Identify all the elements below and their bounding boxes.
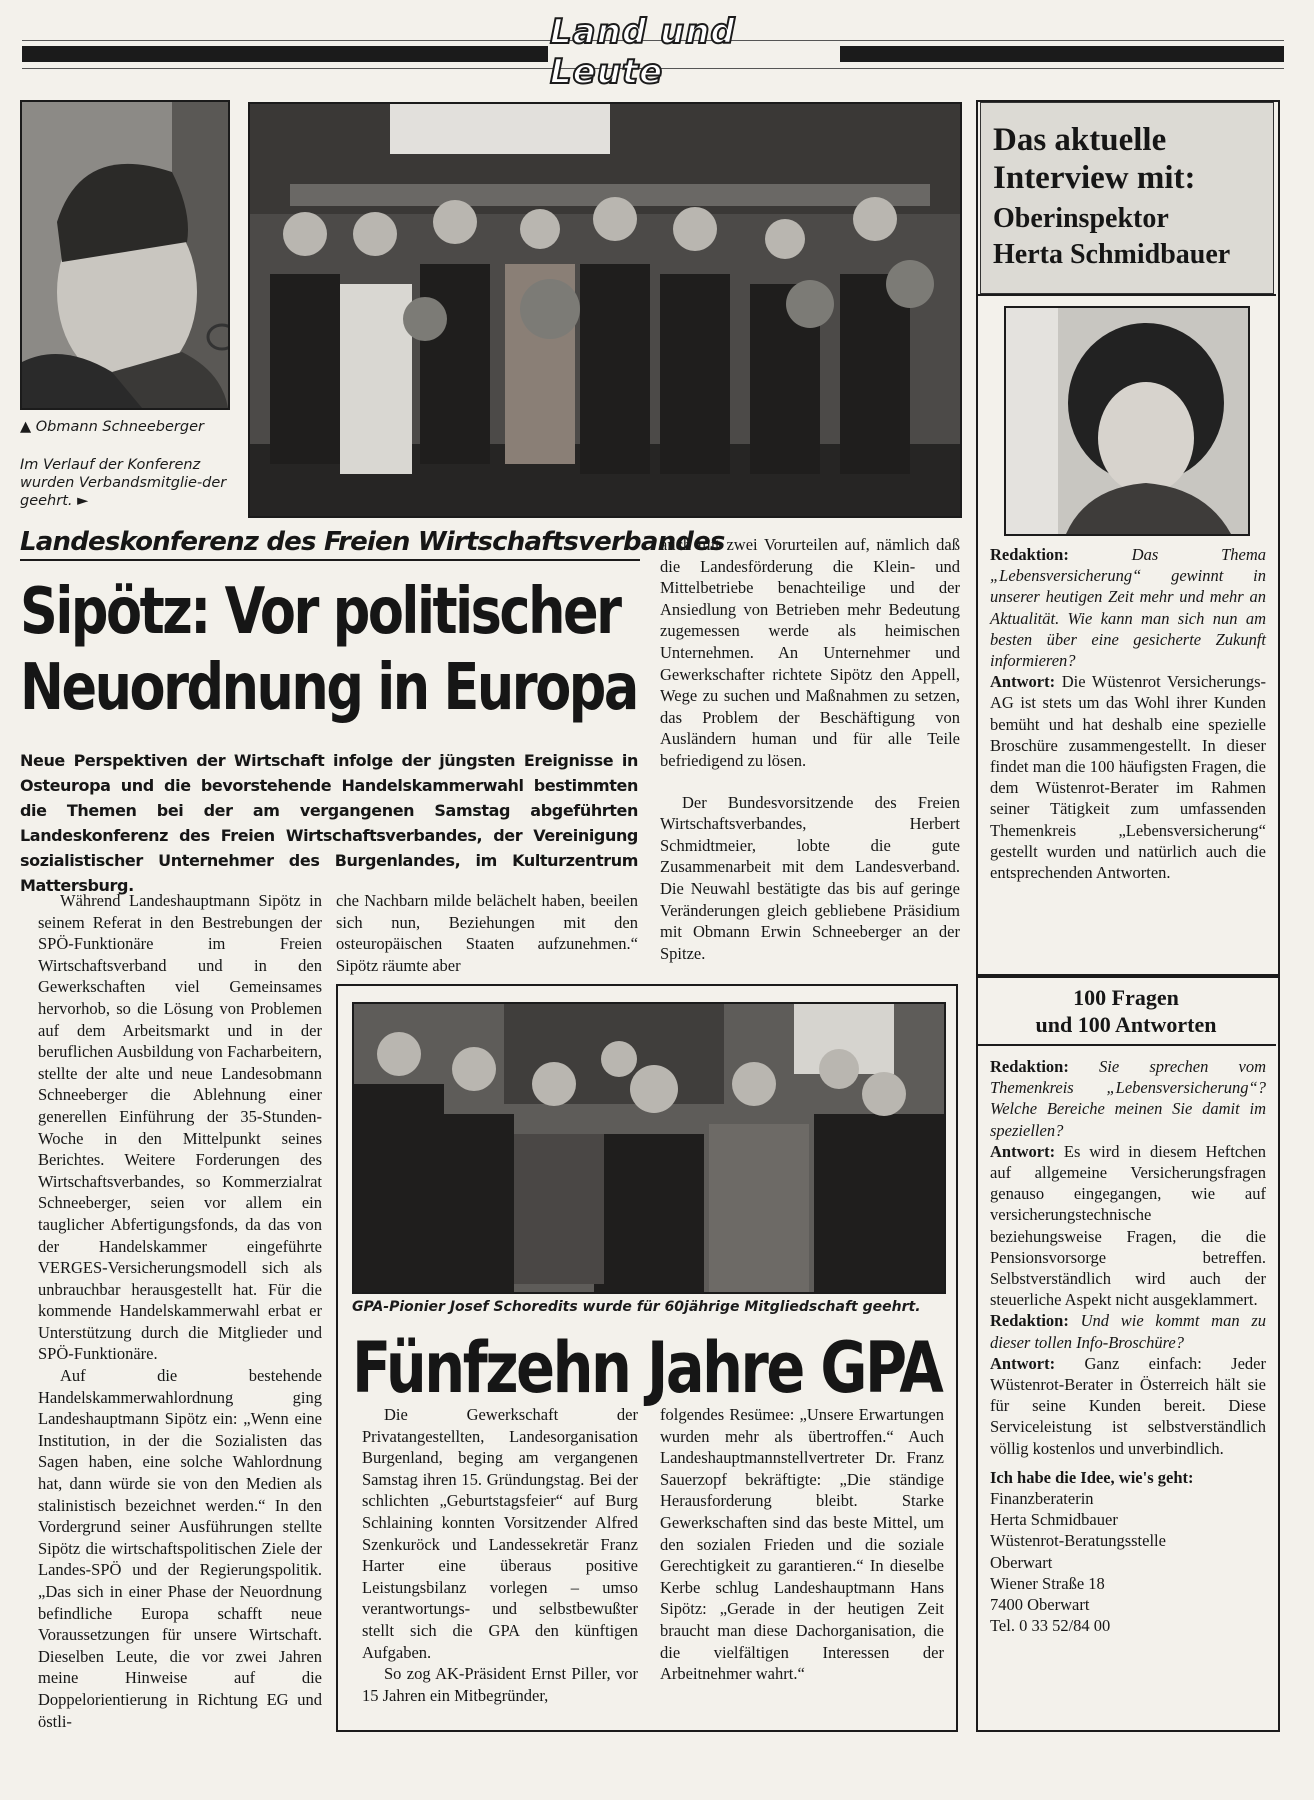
faq-title-line2: und 100 Antworten <box>1035 1012 1217 1037</box>
contact-line: Oberwart <box>990 1552 1053 1572</box>
article2-column-2 <box>660 1404 944 1685</box>
header-bar-right <box>840 46 1284 62</box>
contact-line: Tel. 0 33 52/84 00 <box>990 1616 1111 1636</box>
interview-a2: Es wird in diesem Heftchen auf allgemeine Versicherungsfragen genauso eingegangen, wie auf versicherungstechnische beziehungsweise Fragen, die die Pensionsvorsorge betreffen. Selbstverständlich wird auch der steuerliche Aspekt nicht ausgeklammert. <box>990 1141 1266 1310</box>
interview-qa-2 <box>990 1056 1266 1636</box>
photo-conference <box>248 102 962 518</box>
article1-col1-paragraph-1: Während Landeshauptmann Sipötz in seinem Referat in den Bestrebungen der SPÖ-Funktionäre im Freien Wirtschaftsverband und in den Gewerkschaften viel Gemeinsames hervorhob, so die Lösung von Problemen auf dem Arbeitsmarkt und in der beruflichen Ausbildung von Facharbeitern, stellte der alte und neue Landesobmann Schneeberger die Ablehnung einer generellen Einführung der 35-Stunden-Woche in den Mittelpunkt seines Berichtes. Weitere Forderungen des Wirtschaftsverbandes, so Kommerzialrat Schneeberger, seien vor allem ein tauglicher Abfertigungsfonds, da das von der Handelskammer eingeführte VERGES-Versicherungsmodell sich als unbrauchbar herausgestellt hat. Für die kommende Handelskammerwahl erbat er Unterstützung durch die Mitglieder und SPÖ-Funktionäre. <box>38 891 322 1364</box>
article2-headline: Fünfzehn Jahre GPA <box>352 1327 942 1409</box>
article1-kicker: Landeskonferenz des Freien Wirtschaftsverbandes <box>20 527 640 561</box>
caption-obmann: ▲ Obmann Schneeberger <box>20 419 204 435</box>
article1-column-1 <box>38 890 322 1732</box>
contact-line: 7400 Oberwart <box>990 1595 1090 1615</box>
faq-title-line1: 100 Fragen <box>1073 985 1179 1010</box>
article1-col1-paragraph-2: Auf die bestehende Handelskammerwahlordnung ging Landeshauptmann Sipötz ein: „Wenn eine Institution, in der die Sozialisten das Sagen haben, eine solche Wahlordnung hat, dann würde sie von den Medien als stalinistisch bezeichnet werden.“ In den Vordergrund seiner Ausführungen stellte Sipötz die wirtschaftspolitischen Ziele der Landes-SPÖ und der Regierungspolitik. „Das sich in einer Phase der Neuordnung befindliche Europa schafft neue Voraussetzungen für unsere Wirtschaft. Dieselben Leute, die vor zwei Jahren meine Hinweise auf die Doppelorientierung in Richtung EG und östli- <box>38 1366 322 1731</box>
interview-a1-label: Antwort: <box>990 672 1056 692</box>
article1-col3-paragraph-2: Der Bundesvorsitzende des Freien Wirtschaftsverbandes, Herbert Schmidtmeier, lobte die gute Zusammenarbeit mit dem Landesverband. Die Neuwahl bestätigte das bis auf geringe Veränderungen gleich gebliebene Präsidium mit Obmann Erwin Schneeberger an der Spitze. <box>660 792 960 963</box>
article2-col1-paragraph-1: Die Gewerkschaft der Privatangestellten, Landesorganisation Burgenland, beging am vergangenen Samstag ihren 15. Gründungstag. Bei der schlichten „Geburtstagsfeier“ auf Burg Schlaining konnten Vorsitzender Alfred Szenkuröck und Landessekretär Franz Harter eine überaus positive Leistungsbilanz vorlegen – umso verantwortungs- und selbstbewußter stellt sich die GPA den künftigen Aufgaben. <box>362 1405 638 1662</box>
interview-qa-1 <box>990 544 1266 883</box>
interview-q3: Und wie kommt man zu dieser tollen Info-Broschüre? <box>990 1311 1266 1352</box>
interview-q2: Sie sprechen vom Themenkreis „Lebensversicherung“? Welche Bereiche meinen Sie damit im speziellen? <box>990 1057 1266 1140</box>
contact-heading: Ich habe die Idee, wie's geht: <box>990 1467 1194 1487</box>
article1-lead: Neue Perspektiven der Wirtschaft infolge der jüngsten Ereignisse in Osteuropa und die bevorstehende Handelskammerwahl bestimmten die Themen bei der am vergangenen Samstag abgeführten Landeskonferenz des Freien Wirtschaftsverbandes, der Vereinigung sozialistischer Unternehmer des Burgenlandes, im Kulturzentrum Mattersburg. <box>20 751 638 895</box>
interview-title-line2: Interview mit: <box>993 160 1196 196</box>
interview-title-line1: Das aktuelle <box>993 122 1167 158</box>
photo-interview-portrait <box>1004 306 1250 536</box>
caption-gpa: GPA-Pionier Josef Schoredits wurde für 60jährige Mitgliedschaft geehrt. <box>352 1299 921 1315</box>
interview-q2-label: Redaktion: <box>990 1057 1069 1076</box>
interview-title-line4: Herta Schmidbauer <box>993 239 1231 270</box>
interview-a2-label: Antwort: <box>990 1141 1056 1161</box>
article1-col2-paragraph-1: che Nachbarn milde belächelt haben, beeilen sich nun, Beziehungen mit den osteuropäischen Staaten aufzunehmen.“ Sipötz räumte aber <box>336 891 638 975</box>
interview-title <box>993 121 1230 273</box>
contact-line: Herta Schmidbauer <box>990 1510 1118 1530</box>
article1-column-3 <box>660 534 960 964</box>
header-bar-left <box>22 46 548 62</box>
interview-a3: Ganz einfach: Jeder Wüstenrot-Berater in Österreich hält sie für seine Kunden bereit. Diese Serviceleistung ist selbstverständlich völlig kostenlos und unverbindlich. <box>990 1353 1266 1458</box>
article2-column-1 <box>362 1404 638 1706</box>
interview-a3-label: Antwort: <box>990 1353 1056 1373</box>
section-title: Land und Leute <box>550 12 736 92</box>
article1-col3-paragraph-1: auch mit zwei Vorurteilen auf, nämlich daß die Landesförderung die Klein- und Mittelbetriebe benachteilige und der Ansiedlung von Betrieben mehr Bedeutung zugemessen werde als heimischen Unternehmen. An Unternehmer und Gewerkschafter richtete Sipötz den Appell, Wege zu suchen und Maßnahmen zu setzen, das Problem der Beschäftigung von Ausländern human und für alle Teile befriedigend zu lösen. <box>660 535 960 770</box>
article1-headline-line1: Sipötz: Vor politischer <box>20 575 620 649</box>
photo-gpa <box>352 1002 946 1294</box>
article1-column-2 <box>336 890 638 976</box>
interview-title-panel <box>980 102 1274 294</box>
faq-divider <box>976 1044 1276 1046</box>
caption-conference: Im Verlauf der Konferenz wurden Verbandsmitglie-der geehrt. ► <box>20 457 227 509</box>
faq-box-title <box>976 984 1276 1038</box>
interview-a1: Die Wüstenrot Versicherungs-AG ist stets um das Wohl ihrer Kunden bemüht und hat deshalb eine spezielle Broschüre zusammengestellt. In dieser findet man die 100 häufigsten Fragen, die dem Wüstenrot-Berater im Rahmen seiner Tätigkeit zum umfassenden Themenkreis „Lebensversicherung“ gestellt wurden und natürlich auch die entsprechenden Antworten. <box>990 672 1266 883</box>
interview-q1: Das Thema „Lebensversicherung“ gewinnt in unserer heutigen Zeit mehr und mehr an Aktualität. Wie kann man sich nun am besten über eine gesicherte Zukunft informieren? <box>990 545 1266 671</box>
article2-col2-paragraph-1: folgendes Resümee: „Unsere Erwartungen wurden mehr als übertroffen.“ Auch Landeshauptmannstellvertreter Dr. Franz Sauerzopf bekräftigte: „Die ständige Herausforderung bleibt. Starke Gewerkschaften sind das beste Mittel, um den sozialen Frieden und die soziale Gerechtigkeit zu garantieren.“ In dieselbe Kerbe schlug Landeshauptmann Hans Sipötz: „Gerade in der heutigen Zeit braucht man diese Dachorganisation, die die vielfältigen Interessen der Arbeitnehmer wahrt.“ <box>660 1405 944 1684</box>
contact-line: Wüstenrot-Beratungsstelle <box>990 1531 1166 1551</box>
contact-line: Finanzberaterin <box>990 1489 1094 1509</box>
interview-divider <box>976 294 1276 296</box>
interview-q1-label: Redaktion: <box>990 545 1069 564</box>
interview-title-line3: Oberinspektor <box>993 203 1169 234</box>
photo-obmann <box>20 100 230 410</box>
interview-q3-label: Redaktion: <box>990 1311 1069 1331</box>
article1-headline-line2: Neuordnung in Europa <box>20 651 637 725</box>
contact-line: Wiener Straße 18 <box>990 1573 1105 1593</box>
article2-col1-paragraph-2: So zog AK-Präsident Ernst Piller, vor 15 Jahren ein Mitbegründer, <box>362 1664 638 1705</box>
contact-address <box>990 1488 1266 1636</box>
